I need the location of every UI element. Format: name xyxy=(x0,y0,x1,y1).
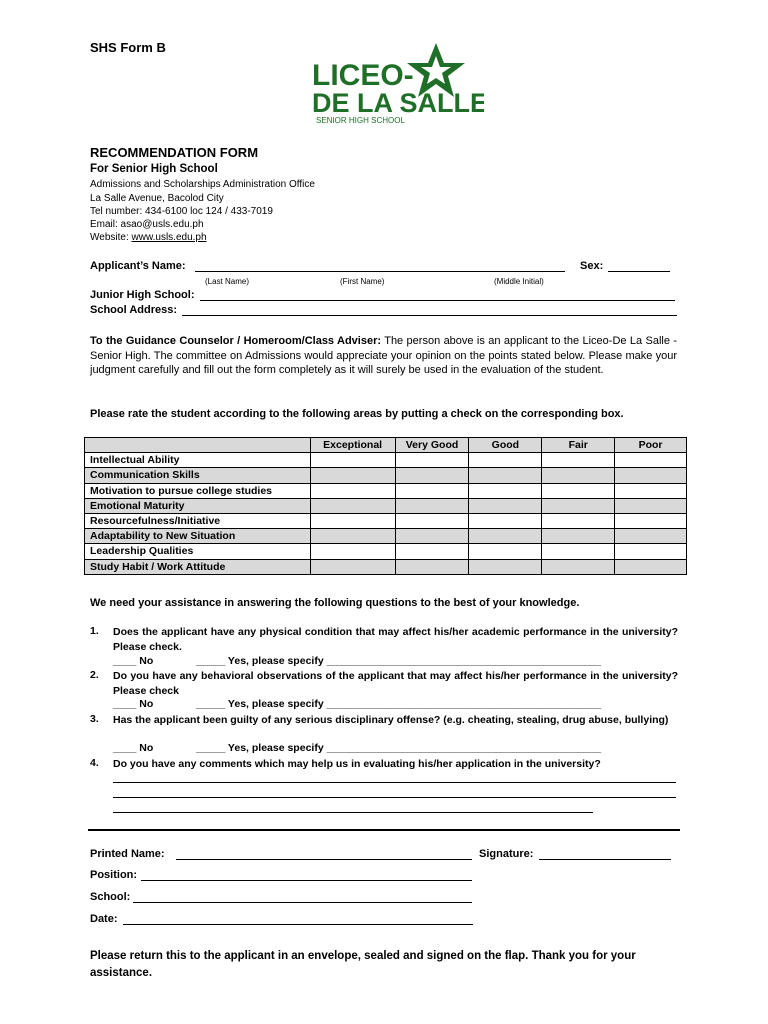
jhs-label: Junior High School: xyxy=(90,289,195,301)
date-field[interactable] xyxy=(123,924,473,925)
school-address-field[interactable] xyxy=(182,315,677,316)
rating-cell[interactable] xyxy=(310,559,395,574)
first-name-caption: (First Name) xyxy=(340,277,385,286)
rating-cell[interactable] xyxy=(310,498,395,513)
table-row xyxy=(85,559,687,574)
table-row xyxy=(85,468,687,483)
rating-cell[interactable] xyxy=(469,498,542,513)
row-label: Communication Skills xyxy=(85,468,311,483)
section-divider xyxy=(88,829,680,831)
sex-label: Sex: xyxy=(580,260,604,272)
question-number: 1. xyxy=(90,625,99,637)
q3-no-option[interactable]: ____ No xyxy=(113,742,154,754)
q2-yes-option[interactable]: _____ Yes, please specify _______________________________________________ xyxy=(196,698,602,710)
header-good: Good xyxy=(469,438,542,453)
rating-cell[interactable] xyxy=(469,559,542,574)
form-code: SHS Form B xyxy=(90,40,166,55)
table-row xyxy=(85,498,687,513)
school-address-label: School Address: xyxy=(90,304,177,316)
rating-cell[interactable] xyxy=(395,513,469,528)
rating-cell[interactable] xyxy=(310,529,395,544)
school-label: School: xyxy=(90,891,131,903)
rating-cell[interactable] xyxy=(615,453,687,468)
header-fair: Fair xyxy=(542,438,615,453)
rating-cell[interactable] xyxy=(542,513,615,528)
question-number: 4. xyxy=(90,757,99,769)
last-name-caption: (Last Name) xyxy=(205,277,250,286)
question-number: 2. xyxy=(90,669,99,681)
header-exceptional: Exceptional xyxy=(310,438,395,453)
website-link[interactable]: www.usls.edu.ph xyxy=(131,232,207,243)
rating-cell[interactable] xyxy=(310,483,395,498)
rating-cell[interactable] xyxy=(542,498,615,513)
middle-initial-caption: (Middle Initial) xyxy=(494,277,544,286)
rating-cell[interactable] xyxy=(469,544,542,559)
comment-line-1[interactable] xyxy=(113,782,676,783)
table-row xyxy=(85,544,687,559)
applicant-name-label: Applicant’s Name: xyxy=(90,260,186,272)
website-label: Website: xyxy=(90,232,132,243)
logo-line1: LICEO- xyxy=(312,59,414,92)
position-label: Position: xyxy=(90,869,138,881)
rating-cell[interactable] xyxy=(395,544,469,559)
table-row xyxy=(85,483,687,498)
comment-line-2[interactable] xyxy=(113,797,676,798)
office-name: Admissions and Scholarships Administration Office xyxy=(90,179,315,190)
date-label: Date: xyxy=(90,913,118,925)
rating-cell[interactable] xyxy=(469,483,542,498)
rating-cell[interactable] xyxy=(542,559,615,574)
assist-text: We need your assistance in answering the following questions to the best of your knowledge. xyxy=(90,597,580,609)
form-title: RECOMMENDATION FORM xyxy=(90,145,259,160)
rating-cell[interactable] xyxy=(395,529,469,544)
office-email: Email: asao@usls.edu.ph xyxy=(90,219,204,230)
question-text: Does the applicant have any physical condition that may affect his/her academic performance in the university? Please check. xyxy=(113,626,678,653)
printed-name-label: Printed Name: xyxy=(90,848,165,860)
rating-cell[interactable] xyxy=(310,468,395,483)
office-website xyxy=(90,232,207,243)
row-label: Intellectual Ability xyxy=(85,453,311,468)
logo-graphic xyxy=(308,43,484,125)
row-label: Motivation to pursue college studies xyxy=(85,483,311,498)
rating-header-row xyxy=(85,438,687,453)
logo-line2: DE LA SALLE xyxy=(312,88,484,118)
question-1 xyxy=(90,625,680,655)
rating-cell[interactable] xyxy=(469,529,542,544)
question-text: Has the applicant been guilty of any serious disciplinary offense? (e.g. cheating, stealing, drug abuse, bullying) xyxy=(113,714,669,726)
rating-cell[interactable] xyxy=(310,544,395,559)
question-number: 3. xyxy=(90,713,99,725)
form-subtitle: For Senior High School xyxy=(90,163,218,175)
question-text: Do you have any comments which may help us in evaluating his/her application in the university? xyxy=(113,758,601,770)
table-row xyxy=(85,529,687,544)
table-row xyxy=(85,453,687,468)
office-tel: Tel number: 434-6100 loc 124 / 433-7019 xyxy=(90,206,273,217)
applicant-name-field[interactable] xyxy=(195,271,565,272)
printed-name-field[interactable] xyxy=(176,859,472,860)
intro-lead: To the Guidance Counselor / Homeroom/Class Adviser: xyxy=(90,335,382,347)
rating-cell[interactable] xyxy=(615,529,687,544)
header-poor: Poor xyxy=(615,438,687,453)
rating-cell[interactable] xyxy=(542,529,615,544)
question-2 xyxy=(90,669,680,699)
rating-cell[interactable] xyxy=(395,498,469,513)
row-label: Leadership Qualities xyxy=(85,544,311,559)
row-label: Study Habit / Work Attitude xyxy=(85,559,311,574)
header-blank xyxy=(85,438,311,453)
footer-note: Please return this to the applicant in an envelope, sealed and signed on the flap. Thank you for your assistance. xyxy=(90,950,636,979)
row-label: Adaptability to New Situation xyxy=(85,529,311,544)
question-3 xyxy=(90,713,680,743)
rating-cell[interactable] xyxy=(310,513,395,528)
rating-cell[interactable] xyxy=(615,513,687,528)
rating-cell[interactable] xyxy=(615,483,687,498)
question-4 xyxy=(90,757,680,773)
rating-cell[interactable] xyxy=(615,498,687,513)
school-logo xyxy=(308,43,484,125)
row-label: Resourcefulness/Initiative xyxy=(85,513,311,528)
rating-cell[interactable] xyxy=(310,453,395,468)
rating-cell[interactable] xyxy=(615,468,687,483)
logo-line3: SENIOR HIGH SCHOOL xyxy=(316,116,405,125)
rating-cell[interactable] xyxy=(615,544,687,559)
rating-cell[interactable] xyxy=(542,468,615,483)
rating-cell[interactable] xyxy=(395,559,469,574)
q1-yes-option[interactable]: _____ Yes, please specify _______________________________________________ xyxy=(196,655,602,667)
intro-paragraph xyxy=(90,334,677,378)
rating-table xyxy=(84,437,687,575)
table-row xyxy=(85,513,687,528)
position-field[interactable] xyxy=(141,880,472,881)
rating-cell[interactable] xyxy=(469,513,542,528)
jhs-field[interactable] xyxy=(200,300,675,301)
rating-cell[interactable] xyxy=(469,453,542,468)
office-address: La Salle Avenue, Bacolod City xyxy=(90,193,224,204)
school-field[interactable] xyxy=(133,902,472,903)
row-label: Emotional Maturity xyxy=(85,498,311,513)
sex-field[interactable] xyxy=(608,271,670,272)
signature-label: Signature: xyxy=(479,848,534,860)
rating-cell[interactable] xyxy=(395,483,469,498)
rating-cell[interactable] xyxy=(395,453,469,468)
rating-cell[interactable] xyxy=(395,468,469,483)
rating-cell[interactable] xyxy=(469,468,542,483)
rating-cell[interactable] xyxy=(542,483,615,498)
question-text: Do you have any behavioral observations of the applicant that may affect his/her performance in the university? Please check xyxy=(113,670,678,697)
header-very-good: Very Good xyxy=(395,438,469,453)
signature-field[interactable] xyxy=(539,859,671,860)
q3-yes-option[interactable]: _____ Yes, please specify _______________________________________________ xyxy=(196,742,602,754)
rating-cell[interactable] xyxy=(542,453,615,468)
intro-body: The person above is an applicant to the Liceo-De La Salle - Senior High. The committee on Admissions would appreciate your opinion on the points stated below. Please make your judgment carefully and fill out the form completely as it will surely be used in the evaluation of the student. xyxy=(90,335,677,376)
rating-cell[interactable] xyxy=(615,559,687,574)
comment-line-3[interactable] xyxy=(113,812,593,813)
rate-instruction: Please rate the student according to the following areas by putting a check on the corresponding box. xyxy=(90,408,624,420)
rating-cell[interactable] xyxy=(542,544,615,559)
q2-no-option[interactable]: ____ No xyxy=(113,698,154,710)
q1-no-option[interactable]: ____ No xyxy=(113,655,154,667)
